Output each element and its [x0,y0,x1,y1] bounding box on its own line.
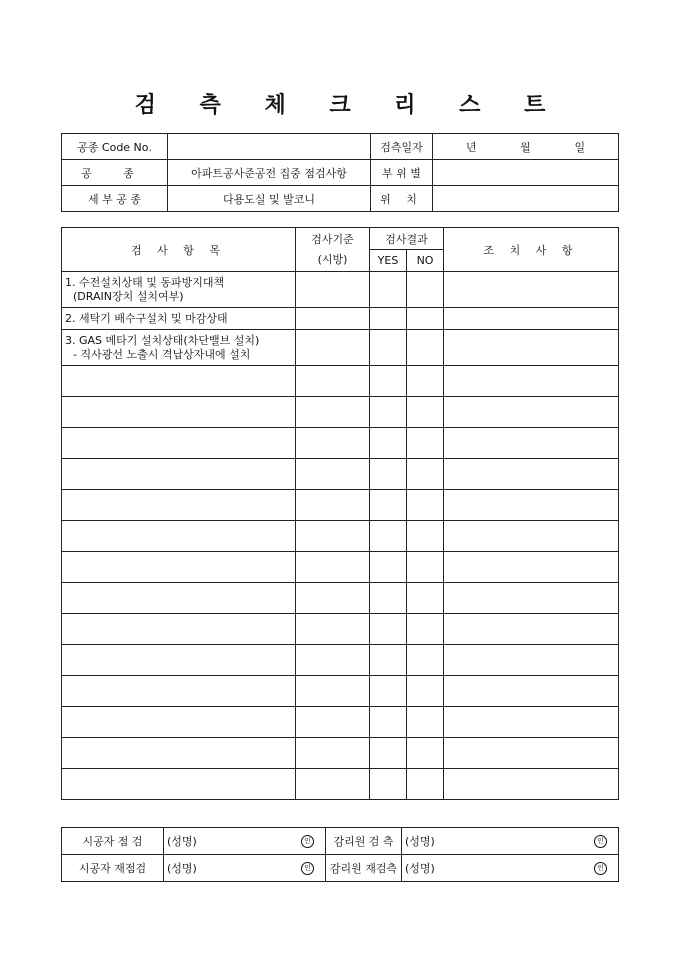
col-header-action: 조 치 사 항 [444,228,619,272]
standard-cell[interactable] [296,645,370,676]
table-row-empty [62,676,619,707]
page-title: 검 측 체 크 리 스 트 [134,92,564,118]
no-cell[interactable] [407,707,444,738]
code-value[interactable] [168,134,371,160]
item-cell[interactable] [62,459,296,490]
yes-cell[interactable] [370,769,407,800]
table-row [62,330,619,366]
no-cell[interactable] [407,769,444,800]
seal-icon: 인 [301,862,314,875]
check-date-value[interactable] [433,134,619,160]
check-item-line2: - 직사광선 노출시 격납상자내에 설치 [73,347,251,361]
standard-cell[interactable] [296,272,370,308]
standard-cell[interactable] [296,490,370,521]
check-item [62,330,296,366]
yes-cell[interactable] [370,397,407,428]
no-cell[interactable] [407,490,444,521]
no-cell[interactable] [407,330,444,366]
col-header-item: 검 사 항 목 [62,228,296,272]
standard-cell[interactable] [296,552,370,583]
contractor-recheck-sign[interactable] [164,855,326,882]
table-row-empty [62,614,619,645]
item-cell[interactable] [62,583,296,614]
work-type-label: 공 종 [62,160,168,186]
yes-cell[interactable] [370,614,407,645]
yes-cell[interactable] [370,490,407,521]
supervisor-check-name-label: (성명) [405,835,435,848]
check-item [62,272,296,308]
action-cell[interactable] [444,769,619,800]
yes-cell[interactable] [370,521,407,552]
check-item-line2: (DRAIN장치 설치여부) [73,289,184,303]
yes-cell[interactable] [370,272,407,308]
yes-cell[interactable] [370,428,407,459]
item-cell[interactable] [62,397,296,428]
col-header-yes: YES [370,250,407,272]
table-row-empty [62,707,619,738]
table-row-empty [62,490,619,521]
contractor-recheck-label: 시공자 재점검 [62,855,164,882]
table-row-empty [62,583,619,614]
standard-cell[interactable] [296,707,370,738]
action-cell[interactable] [444,552,619,583]
standard-cell[interactable] [296,459,370,490]
item-cell[interactable] [62,707,296,738]
action-cell[interactable] [444,272,619,308]
supervisor-check-sign[interactable] [402,828,619,855]
contractor-check-sign[interactable] [164,828,326,855]
contractor-check-name-label: (성명) [167,835,197,848]
supervisor-recheck-name-label: (성명) [405,862,435,875]
standard-cell[interactable] [296,330,370,366]
checklist-table [61,227,619,800]
action-cell[interactable] [444,428,619,459]
check-item-line1: 2. 세탁기 배수구설치 및 마감상태 [65,311,228,325]
no-cell[interactable] [407,552,444,583]
standard-cell[interactable] [296,366,370,397]
item-cell[interactable] [62,521,296,552]
date-month: 월 [520,140,531,154]
location-value[interactable] [433,186,619,212]
check-item [62,308,296,330]
supervisor-check-label: 감리원 검 측 [326,828,402,855]
date-year: 년 [465,140,477,154]
yes-cell[interactable] [370,707,407,738]
no-cell[interactable] [407,397,444,428]
work-type-value: 아파트공사준공전 집중 점검사항 [168,160,371,186]
yes-cell[interactable] [370,330,407,366]
standard-cell[interactable] [296,397,370,428]
item-cell[interactable] [62,769,296,800]
table-row-empty [62,552,619,583]
standard-cell[interactable] [296,583,370,614]
item-cell[interactable] [62,738,296,769]
check-item-line1: 3. GAS 메타기 설치상태(차단밸브 설치) [65,333,260,347]
action-cell[interactable] [444,676,619,707]
standard-cell[interactable] [296,676,370,707]
col-header-standard [296,228,370,272]
table-row [62,308,619,330]
table-row-empty [62,459,619,490]
no-cell[interactable] [407,583,444,614]
table-row-empty [62,521,619,552]
col-header-standard-line2: (시방) [317,252,348,266]
action-cell[interactable] [444,490,619,521]
action-cell[interactable] [444,330,619,366]
no-cell[interactable] [407,459,444,490]
item-cell[interactable] [62,552,296,583]
item-cell[interactable] [62,428,296,459]
standard-cell[interactable] [296,521,370,552]
standard-cell[interactable] [296,308,370,330]
action-cell[interactable] [444,614,619,645]
action-cell[interactable] [444,707,619,738]
no-cell[interactable] [407,272,444,308]
yes-cell[interactable] [370,583,407,614]
contractor-recheck-name-label: (성명) [167,862,197,875]
date-day: 일 [574,140,586,154]
yes-cell[interactable] [370,645,407,676]
col-header-standard-line1: 검사기준 [311,232,354,246]
supervisor-recheck-label: 감리원 재검측 [326,855,402,882]
table-row-empty [62,769,619,800]
col-header-result: 검사결과 [370,228,444,250]
item-cell[interactable] [62,676,296,707]
seal-icon: 인 [301,835,314,848]
standard-cell[interactable] [296,738,370,769]
standard-cell[interactable] [296,428,370,459]
check-date-label: 검측일자 [371,134,433,160]
no-cell[interactable] [407,428,444,459]
no-cell[interactable] [407,521,444,552]
action-cell[interactable] [444,645,619,676]
action-cell[interactable] [444,397,619,428]
no-cell[interactable] [407,308,444,330]
action-cell[interactable] [444,521,619,552]
contractor-check-label: 시공자 점 검 [62,828,164,855]
table-row-empty [62,366,619,397]
detail-label: 세 부 공 종 [62,186,168,212]
check-item-line1: 1. 수전설치상태 및 동파방지대책 [65,275,225,289]
no-cell[interactable] [407,366,444,397]
standard-cell[interactable] [296,769,370,800]
table-row [62,272,619,308]
no-cell[interactable] [407,738,444,769]
signature-table [61,827,619,882]
table-row-empty [62,645,619,676]
action-cell[interactable] [444,738,619,769]
standard-cell[interactable] [296,614,370,645]
yes-cell[interactable] [370,308,407,330]
part-value[interactable] [433,160,619,186]
yes-cell[interactable] [370,552,407,583]
table-row-empty [62,738,619,769]
item-cell[interactable] [62,645,296,676]
yes-cell[interactable] [370,738,407,769]
action-cell[interactable] [444,583,619,614]
yes-cell[interactable] [370,366,407,397]
location-label: 위 치 [371,186,433,212]
seal-icon: 인 [594,862,607,875]
no-cell[interactable] [407,676,444,707]
header-table [61,133,619,212]
action-cell[interactable] [444,459,619,490]
yes-cell[interactable] [370,459,407,490]
item-cell[interactable] [62,614,296,645]
action-cell[interactable] [444,366,619,397]
code-label: 공종 Code No. [62,134,168,160]
col-header-no: NO [407,250,444,272]
seal-icon: 인 [594,835,607,848]
supervisor-recheck-sign[interactable] [402,855,619,882]
action-cell[interactable] [444,308,619,330]
table-row-empty [62,397,619,428]
item-cell[interactable] [62,490,296,521]
table-row-empty [62,428,619,459]
yes-cell[interactable] [370,676,407,707]
part-label: 부 위 별 [371,160,433,186]
no-cell[interactable] [407,645,444,676]
item-cell[interactable] [62,366,296,397]
detail-value: 다용도실 및 발코니 [168,186,371,212]
no-cell[interactable] [407,614,444,645]
